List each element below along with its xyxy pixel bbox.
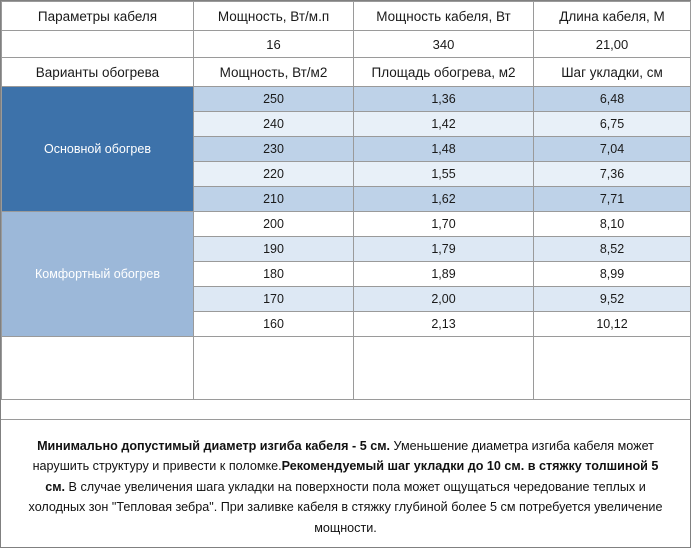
empty-spacer-row bbox=[2, 337, 691, 400]
spacer-cell bbox=[354, 337, 534, 400]
cell-power: 190 bbox=[194, 237, 354, 262]
spacer-cell bbox=[2, 337, 194, 400]
value-cable-power: 340 bbox=[354, 31, 534, 58]
notes-section bbox=[1, 419, 690, 547]
cell-area: 1,79 bbox=[354, 237, 534, 262]
cell-power: 170 bbox=[194, 287, 354, 312]
cell-area: 2,00 bbox=[354, 287, 534, 312]
category-comfort-heating: Комфортный обогрев bbox=[2, 212, 194, 337]
header-power-per-sqm: Мощность, Вт/м2 bbox=[194, 58, 354, 87]
cell-area: 1,62 bbox=[354, 187, 534, 212]
cell-power: 220 bbox=[194, 162, 354, 187]
notes-text bbox=[1, 420, 690, 548]
note-text-bend: Уменьшение диаметра изгиба кабеля может нарушить структуру и привести к поломке. bbox=[32, 439, 654, 474]
cell-step: 10,12 bbox=[534, 312, 691, 337]
cell-step: 8,52 bbox=[534, 237, 691, 262]
cell-area: 2,13 bbox=[354, 312, 534, 337]
cell-area: 1,42 bbox=[354, 112, 534, 137]
category-main-heating: Основной обогрев bbox=[2, 87, 194, 212]
cell-step: 8,10 bbox=[534, 212, 691, 237]
cell-power: 180 bbox=[194, 262, 354, 287]
cell-power: 160 bbox=[194, 312, 354, 337]
cell-step: 7,36 bbox=[534, 162, 691, 187]
cell-step: 6,75 bbox=[534, 112, 691, 137]
table-row bbox=[2, 87, 691, 112]
header-row-titles bbox=[2, 2, 691, 31]
cell-step: 8,99 bbox=[534, 262, 691, 287]
cell-area: 1,48 bbox=[354, 137, 534, 162]
note-bold-laying-step: Рекомендуемый шаг укладки до 10 см. в стяжку толшиной 5 см. bbox=[45, 459, 659, 494]
table-row bbox=[2, 212, 691, 237]
cell-step: 7,71 bbox=[534, 187, 691, 212]
spacer-cell bbox=[534, 337, 691, 400]
header-laying-step: Шаг укладки, см bbox=[534, 58, 691, 87]
cell-step: 6,48 bbox=[534, 87, 691, 112]
cell-power: 240 bbox=[194, 112, 354, 137]
cell-area: 1,36 bbox=[354, 87, 534, 112]
spacer-cell bbox=[194, 337, 354, 400]
header-row-values bbox=[2, 31, 691, 58]
header-cable-power: Мощность кабеля, Вт bbox=[354, 2, 534, 31]
cable-parameters-table bbox=[1, 1, 691, 400]
note-bold-bend-diameter: Минимально допустимый диаметр изгиба кабеля - 5 см. bbox=[37, 439, 391, 453]
value-empty bbox=[2, 31, 194, 58]
header-heating-area: Площадь обогрева, м2 bbox=[354, 58, 534, 87]
cell-step: 7,04 bbox=[534, 137, 691, 162]
cell-area: 1,89 bbox=[354, 262, 534, 287]
cell-power: 230 bbox=[194, 137, 354, 162]
cell-area: 1,55 bbox=[354, 162, 534, 187]
column-headers-row bbox=[2, 58, 691, 87]
cell-step: 9,52 bbox=[534, 287, 691, 312]
cell-area: 1,70 bbox=[354, 212, 534, 237]
note-text-zebra: В случае увеличения шага укладки на поверхности пола может ощущаться чередование теплых и холодных зон "Тепловая зебра". При заливке кабеля в стяжку глубиной более 5 см потребуется увеличение мощности. bbox=[28, 479, 663, 535]
cell-power: 200 bbox=[194, 212, 354, 237]
value-power-per-meter: 16 bbox=[194, 31, 354, 58]
cell-power: 250 bbox=[194, 87, 354, 112]
cell-power: 210 bbox=[194, 187, 354, 212]
header-heating-variants: Варианты обогрева bbox=[2, 58, 194, 87]
header-power-per-meter: Мощность, Вт/м.п bbox=[194, 2, 354, 31]
header-cable-parameters: Параметры кабеля bbox=[2, 2, 194, 31]
header-cable-length: Длина кабеля, М bbox=[534, 2, 691, 31]
value-cable-length: 21,00 bbox=[534, 31, 691, 58]
